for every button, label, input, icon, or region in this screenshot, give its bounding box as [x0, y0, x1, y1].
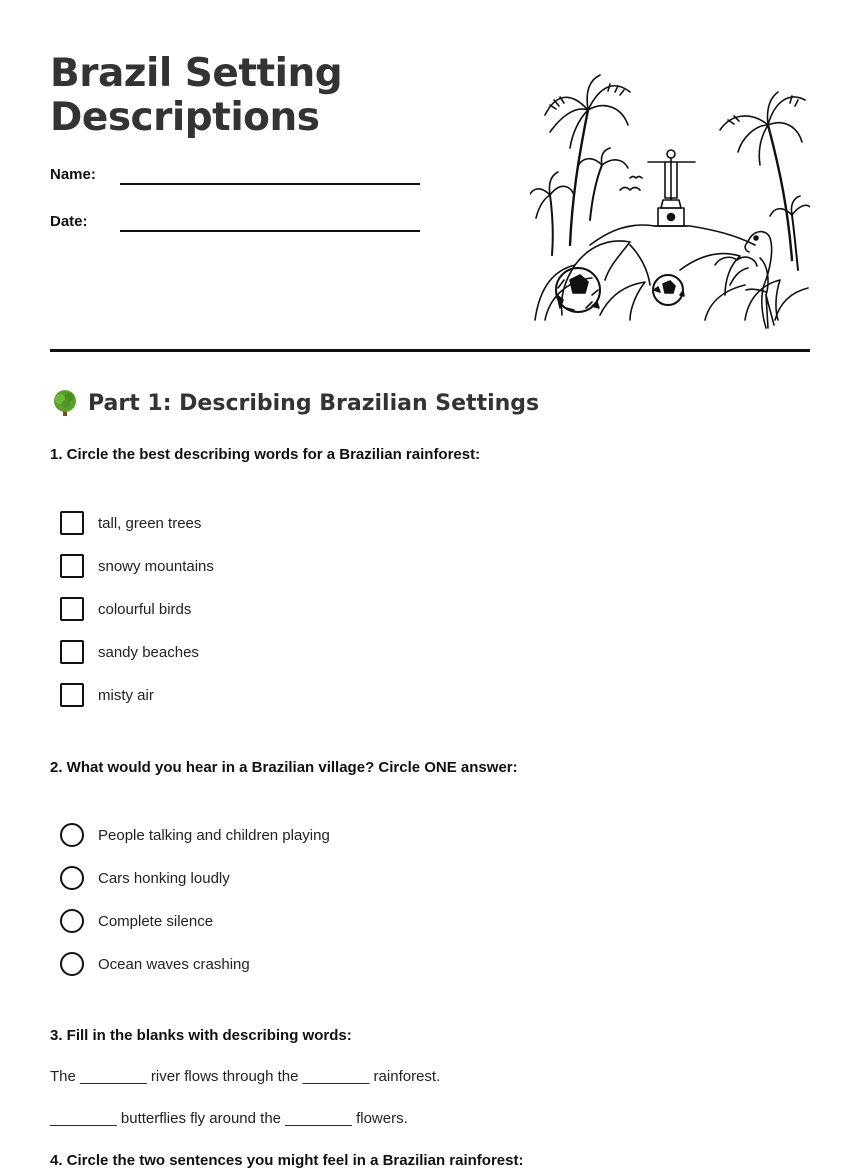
q1-option[interactable]: [60, 640, 199, 664]
soccer-ball-small: [653, 275, 684, 305]
palm-tree-right: [720, 92, 805, 260]
title-line-1: Brazil Setting: [50, 51, 343, 96]
q1-option[interactable]: [60, 597, 191, 621]
fill-blank-sentence[interactable]: ________ butterflies fly around the ________ flowers.: [50, 1110, 408, 1127]
q2-option[interactable]: [60, 866, 230, 890]
q1-option[interactable]: [60, 511, 201, 535]
part1-title: Part 1: Describing Brazilian Settings: [88, 390, 540, 416]
question-3: 3. Fill in the blanks with describing words:: [50, 1027, 352, 1044]
radio-circle[interactable]: [60, 823, 84, 847]
header-divider: [50, 349, 810, 352]
bird-outline: [620, 188, 640, 191]
date-label: Date:: [50, 213, 88, 230]
brazil-scene-illustration: [530, 70, 810, 330]
option-label: sandy beaches: [98, 643, 199, 661]
worksheet-page: [50, 0, 810, 1169]
question-2: 2. What would you hear in a Brazilian village? Circle ONE answer:: [50, 759, 518, 776]
palm-tree-small: [530, 172, 574, 255]
option-label: snowy mountains: [98, 557, 214, 575]
checkbox[interactable]: [60, 640, 84, 664]
checkbox[interactable]: [60, 597, 84, 621]
radio-circle[interactable]: [60, 909, 84, 933]
question-1: 1. Circle the best describing words for a Brazilian rainforest:: [50, 446, 481, 463]
q1-option[interactable]: [60, 554, 214, 578]
q2-option[interactable]: [60, 952, 250, 976]
name-field[interactable]: [50, 166, 96, 183]
name-write-line[interactable]: [120, 183, 420, 185]
checkbox[interactable]: [60, 554, 84, 578]
radio-circle[interactable]: [60, 866, 84, 890]
checkbox[interactable]: [60, 511, 84, 535]
option-label: Complete silence: [98, 912, 214, 930]
option-label: colourful birds: [98, 600, 192, 618]
fill-blank-sentence[interactable]: The ________ river flows through the ________ rainforest.: [50, 1068, 441, 1085]
checkbox[interactable]: [60, 683, 84, 707]
question-4: 4. Circle the two sentences you might feel in a Brazilian rainforest:: [50, 1152, 524, 1169]
christ-the-redeemer-statue: [648, 150, 695, 226]
q2-option[interactable]: [60, 823, 330, 847]
radio-circle[interactable]: [60, 952, 84, 976]
date-write-line[interactable]: [120, 230, 420, 232]
bird-outline: [630, 177, 642, 179]
part1-heading: [50, 388, 539, 418]
tree-icon: [50, 388, 80, 418]
title-line-2: Descriptions: [50, 95, 320, 140]
date-field[interactable]: [50, 213, 88, 230]
page-title: [50, 52, 490, 140]
option-label: Cars honking loudly: [98, 869, 230, 887]
name-label: Name:: [50, 166, 96, 183]
macaw-parrot: [745, 232, 774, 328]
option-label: Ocean waves crashing: [98, 955, 250, 973]
q2-option[interactable]: [60, 909, 213, 933]
option-label: People talking and children playing: [98, 826, 330, 844]
option-label: tall, green trees: [98, 514, 202, 532]
option-label: misty air: [98, 686, 154, 704]
q1-option[interactable]: [60, 683, 154, 707]
hillside: [590, 225, 755, 245]
palm-tree-middle: [578, 148, 628, 220]
